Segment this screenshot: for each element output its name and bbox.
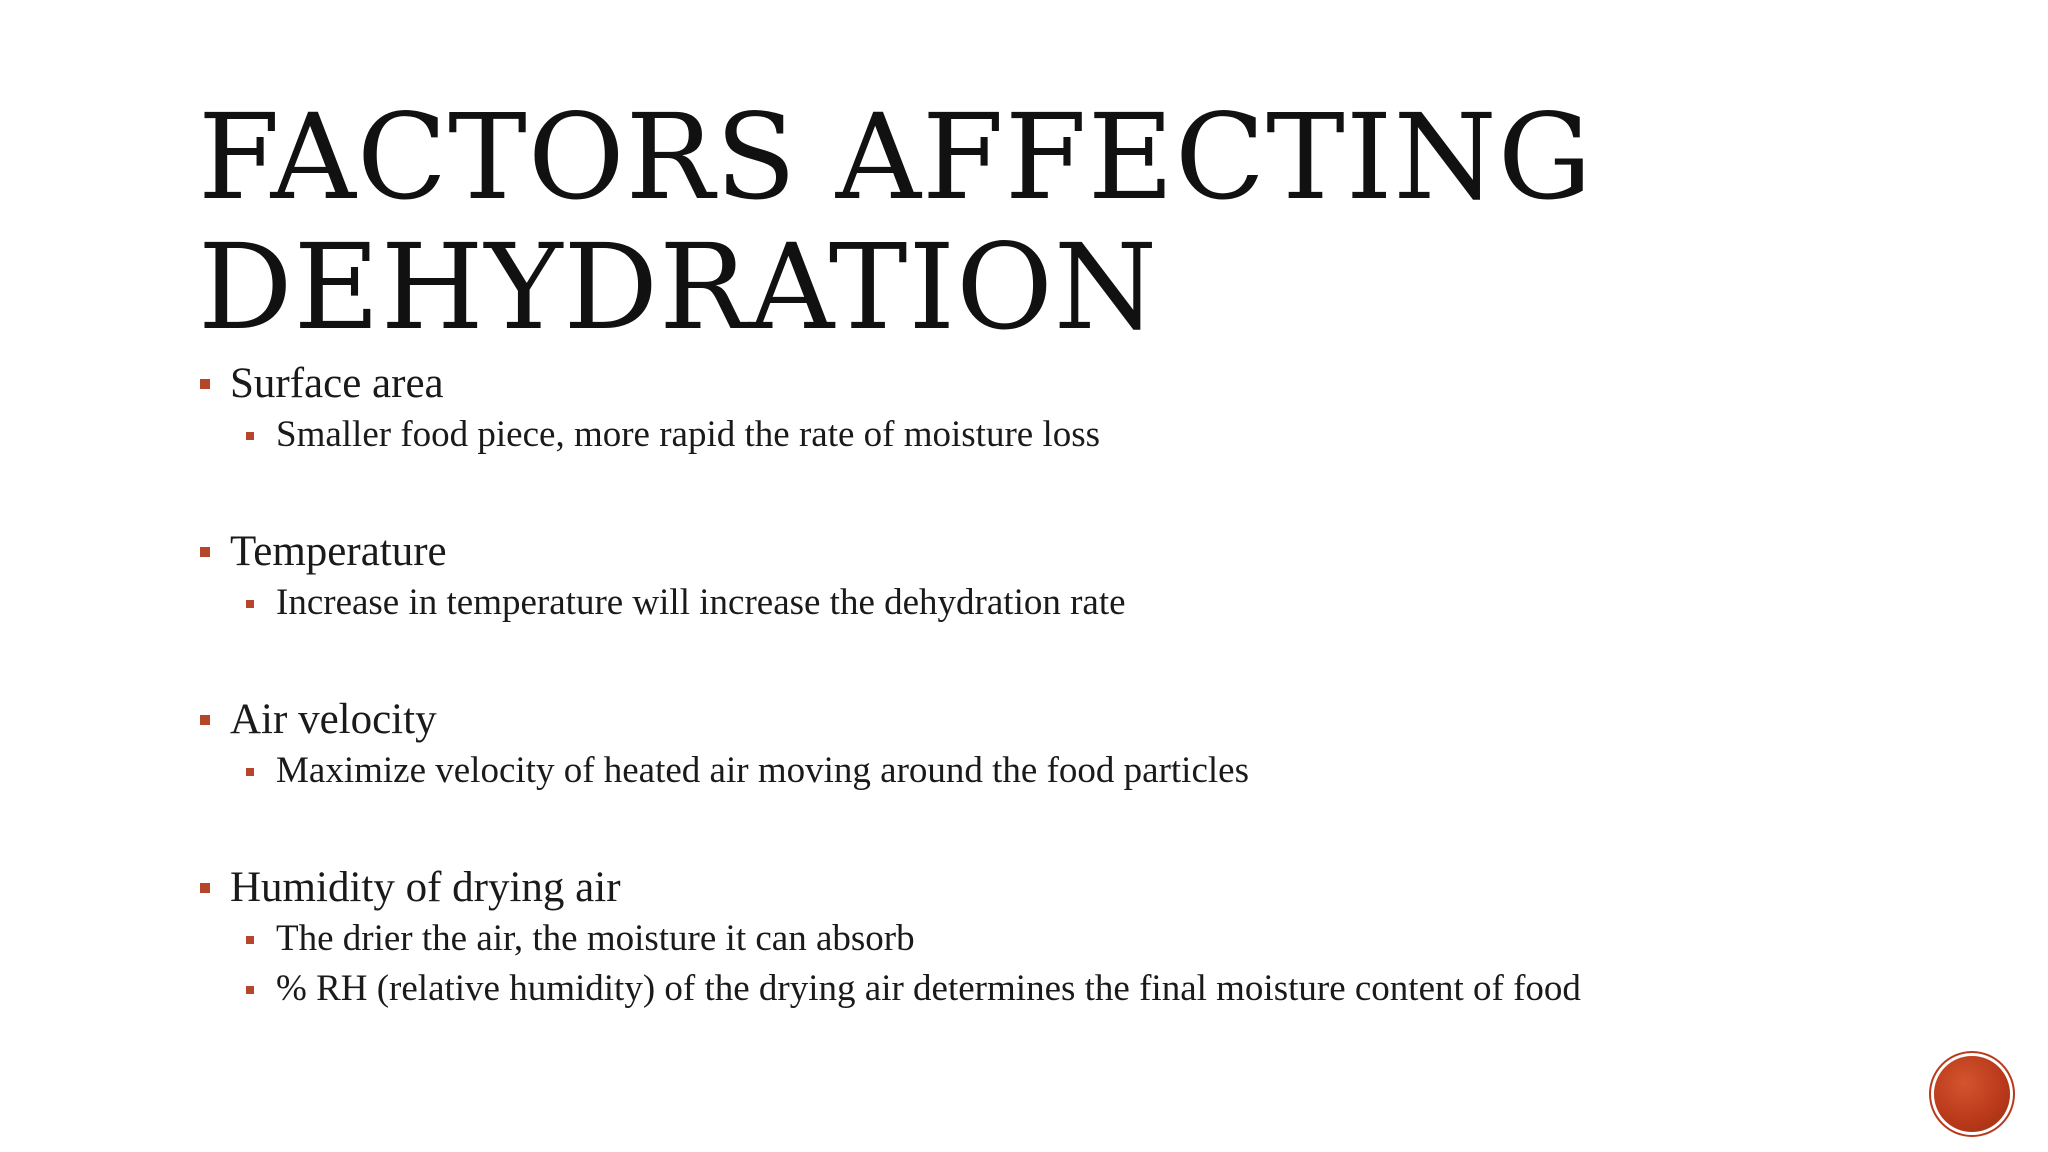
sub-list [198, 578, 1581, 628]
square-bullet-icon [246, 432, 254, 440]
sub-list-item-text: Smaller food piece, more rapid the rate of moisture loss [276, 414, 1101, 455]
sub-list-item-text: % RH (relative humidity) of the drying air determines the final moisture content of food [276, 968, 1581, 1009]
square-bullet-icon [246, 936, 254, 944]
sub-list-item [198, 914, 1581, 964]
title-line-2: DEHYDRATION [198, 218, 1159, 356]
list-item-air-velocity [198, 694, 1581, 796]
square-bullet-icon [200, 379, 210, 389]
list-item-surface-area [198, 358, 1581, 460]
list-item-humidity [198, 862, 1581, 1014]
list-item-temperature [198, 526, 1581, 628]
slide-title [198, 88, 1593, 356]
list-item-label: Surface area [230, 360, 444, 407]
sub-list-item [198, 964, 1581, 1014]
sub-list-item-text: Maximize velocity of heated air moving around the food particles [276, 750, 1249, 791]
bullet-list [198, 358, 1581, 1080]
sub-list-item [198, 578, 1581, 628]
sub-list [198, 914, 1581, 1014]
square-bullet-icon [200, 715, 210, 725]
list-item-label: Air velocity [230, 696, 437, 743]
list-item-label: Humidity of drying air [230, 864, 621, 911]
decorative-circle-icon [1934, 1056, 2010, 1132]
square-bullet-icon [200, 883, 210, 893]
list-item-label: Temperature [230, 528, 447, 575]
square-bullet-icon [246, 768, 254, 776]
sub-list-item [198, 746, 1581, 796]
square-bullet-icon [200, 547, 210, 557]
square-bullet-icon [246, 600, 254, 608]
square-bullet-icon [246, 986, 254, 994]
sub-list [198, 410, 1581, 460]
title-line-1: FACTORS AFFECTING [198, 88, 1593, 226]
sub-list-item-text: Increase in temperature will increase the dehydration rate [276, 582, 1126, 623]
sub-list-item [198, 410, 1581, 460]
sub-list-item-text: The drier the air, the moisture it can absorb [276, 918, 915, 959]
sub-list [198, 746, 1581, 796]
